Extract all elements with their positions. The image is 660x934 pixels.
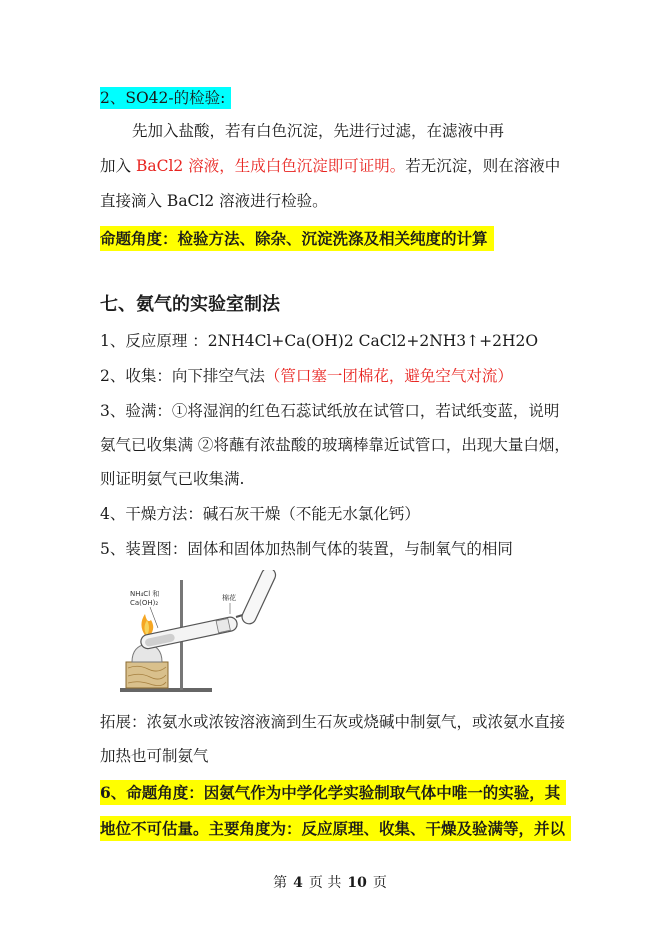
section-heading-ammonia: 七、氨气的实验室制法 [100, 294, 280, 315]
exam-angle-text: 地位不可估量。主要角度为：反应原理、收集、干燥及验满等，并以 [100, 816, 571, 841]
text-run: 若无沉淀，则在溶液中 [405, 157, 561, 175]
exam-angle-note [100, 781, 566, 805]
footer-text: 第 [273, 875, 288, 891]
collecting-tube [240, 570, 278, 626]
list-item [100, 364, 513, 388]
footer-text: 页 [372, 875, 387, 891]
list-item: 3、验满：①将湿润的红色石蕊试纸放在试管口，若试纸变蓝，说明 [100, 402, 560, 420]
text-run: 2、收集：向下排空气法 [100, 367, 265, 385]
list-item: 5、装置图：固体和固体加热制气体的装置，与制氧气的相同 [100, 540, 513, 558]
figure-label-cotton: 棉花 [222, 594, 236, 602]
exam-angle-text: 命题角度：检验方法、除杂、沉淀洗涤及相关纯度的计算 [100, 226, 494, 251]
figure-label-reagent: Ca(OH)₂ [130, 599, 159, 607]
list-item: 4、干燥方法：碱石灰干燥（不能无水氯化钙） [100, 505, 420, 523]
page-footer [0, 872, 660, 892]
paragraph-line: 先加入盐酸，若有白色沉淀，先进行过滤，在滤液中再 [132, 122, 505, 140]
section-title-text: 2、SO42-的检验: [100, 87, 231, 109]
paragraph-line [100, 154, 560, 178]
list-item-continued: 氨气已收集满 ②将蘸有浓盐酸的玻璃棒靠近试管口，出现大量白烟， [100, 436, 570, 454]
section-title-sulfate [100, 86, 231, 110]
page-number: 4 [293, 875, 303, 891]
extension-line: 加热也可制氨气 [100, 747, 209, 765]
list-item: 1、反应原理 ：2NH4Cl+Ca(OH)2 CaCl2+2NH3↑+2H2O [100, 332, 539, 350]
text-run: 加入 [100, 157, 132, 175]
stand-base [120, 688, 212, 692]
highlight-red-text: BaCl2 溶液，生成白色沉淀即可证明。 [135, 157, 406, 175]
apparatus-figure [118, 570, 288, 700]
test-tube [140, 616, 239, 650]
list-item-continued: 则证明氨气已收集满. [100, 470, 245, 488]
exam-angle-note [100, 227, 494, 251]
exam-angle-text: 6、命题角度：因氨气作为中学化学实验制取气体中唯一的实验，其 [100, 780, 566, 805]
highlight-red-text: （管口塞一团棉花，避免空气对流） [264, 367, 513, 385]
exam-angle-note [100, 817, 571, 841]
paragraph-line: 直接滴入 BaCl2 溶液进行检验。 [100, 192, 328, 210]
extension-line: 拓展：浓氨水或浓铵溶液滴到生石灰或烧碱中制氨气，或浓氨水直接 [100, 713, 566, 731]
footer-text: 页 共 [308, 875, 342, 891]
page-total: 10 [347, 875, 367, 891]
figure-label-reagent: NH₄Cl 和 [130, 590, 160, 598]
